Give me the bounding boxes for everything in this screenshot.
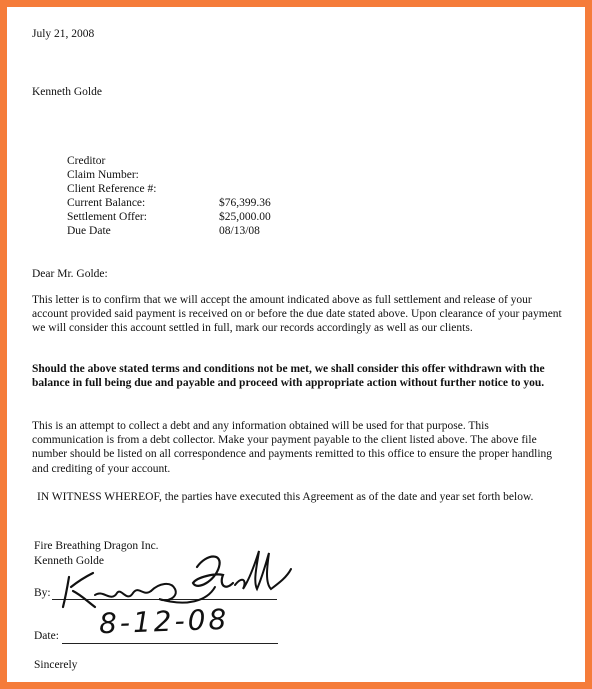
closing: Sincerely: [34, 659, 78, 671]
date-label: Date:: [34, 630, 59, 642]
terms-paragraph: Should the above stated terms and conditions not be met, we shall consider this offer withdrawn with the balance in full being due and payable and proceed with appropriate action without further notice to you.: [32, 363, 545, 390]
detail-label: Client Reference #:: [67, 183, 157, 195]
confirmation-paragraph: This letter is to confirm that we will accept the amount indicated above as full settlement and release of your account provided said payment is received on or before the due date stated above. Upon clearance of your payment we will consider this account settled in full, mark our records accordingly as well as our clients.: [32, 294, 562, 335]
detail-label: Current Balance:: [67, 197, 146, 209]
date-line: [62, 643, 278, 644]
signer-name: Kenneth Golde: [34, 555, 104, 567]
witness-paragraph: IN WITNESS WHEREOF, the parties have executed this Agreement as of the date and year set forth below.: [37, 491, 534, 503]
detail-label: Claim Number:: [67, 169, 139, 181]
company-name: Fire Breathing Dragon Inc.: [34, 540, 159, 552]
current-balance-value: $76,399.36: [219, 197, 271, 209]
salutation: Dear Mr. Golde:: [32, 268, 108, 280]
by-label: By:: [34, 587, 51, 599]
handwritten-date: 8-12-08: [98, 602, 230, 641]
settlement-offer-value: $25,000.00: [219, 211, 271, 223]
due-date-value: 08/13/08: [219, 225, 260, 237]
debt-notice-paragraph: This is an attempt to collect a debt and any information obtained will be used for that purpose. This communication is from a debt collector. Make your payment payable to the client listed above. The above file number should be listed on all correspondence and payments remitted to this office to ensure the proper handling and crediting of your account.: [32, 420, 553, 475]
detail-label: Due Date: [67, 225, 111, 237]
recipient-name: Kenneth Golde: [32, 86, 102, 98]
letter-page: [7, 7, 585, 682]
letter-date: July 21, 2008: [32, 28, 95, 40]
detail-label: Settlement Offer:: [67, 211, 147, 223]
detail-label: Creditor: [67, 155, 106, 167]
